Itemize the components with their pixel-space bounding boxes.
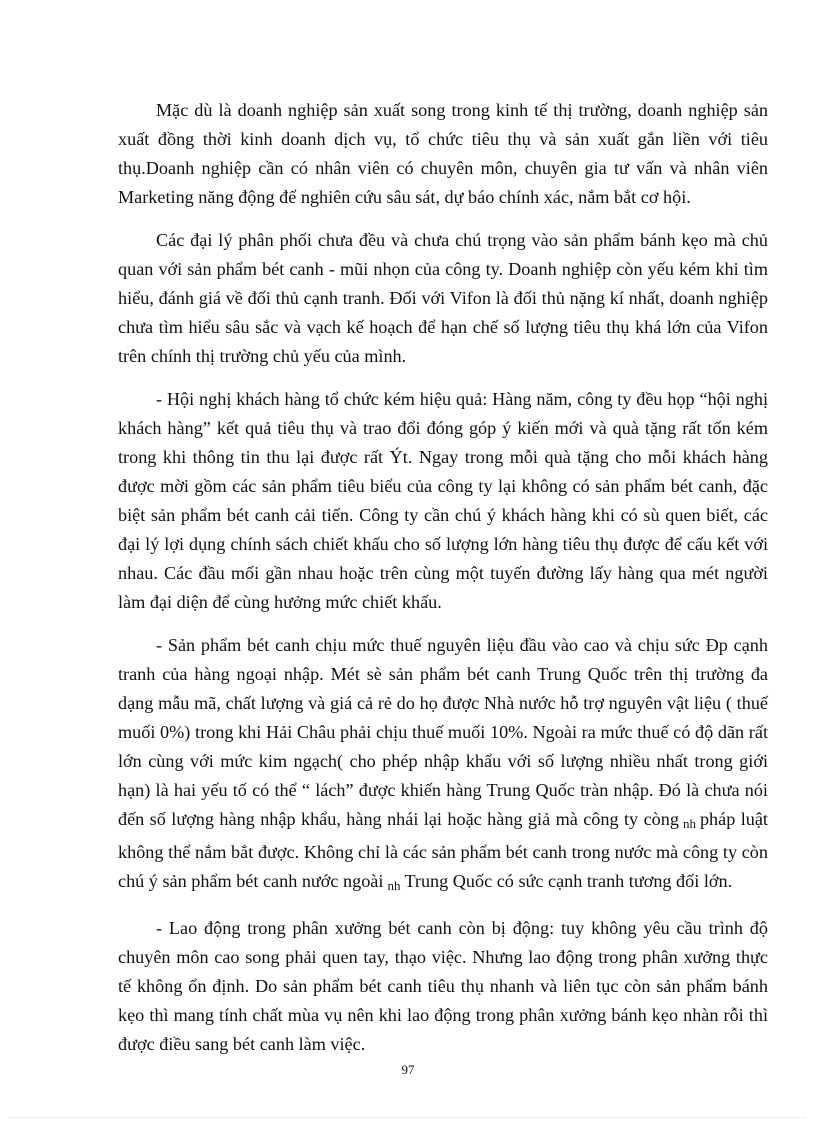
- paragraph-text: Trung Quốc có sức cạnh tranh tương đối lớn.: [404, 871, 733, 891]
- paragraph: Các đại lý phân phối chưa đều và chưa chú trọng vào sản phẩm bánh kẹo mà chủ quan với sản phẩm bét canh - mũi nhọn của công ty. Doanh nghiệp còn yếu kém khi tìm hiểu, đánh giá về đối thủ cạnh tranh. Đối với Vifon là đối thủ nặng kí nhất, doanh nghiệp chưa tìm hiểu sâu sắc và vạch kế hoạch để hạn chế số lượng tiêu thụ khá lớn của Vifon trên chính thị trường chủ yếu của mình.: [118, 230, 768, 366]
- page-bottom-divider: [10, 1117, 806, 1118]
- paragraph: - Lao động trong phân xưởng bét canh còn bị động: tuy không yêu cầu trình độ chuyên môn cao song phải quen tay, thạo việc. Nhưng lao động trong phân xưởng thực tế không ổn định. Do sản phẩm bét canh tiêu thụ nhanh và liên tục còn sản phẩm bánh kẹo thì mang tính chất mùa vụ nên khi lao động trong phân xưởng bánh kẹo nhàn rỗi thì được điều sang bét canh làm việc.: [118, 918, 768, 1054]
- paragraph-text: pháp luật không thể nắm bắt được. Không chỉ là các sản phẩm bét canh trong nước mà công ty còn chú ý sản phẩm bét canh nước ngoài: [118, 809, 768, 891]
- page-number: 97: [401, 1062, 415, 1077]
- paragraph: - Hội nghị khách hàng tổ chức kém hiệu quả: Hàng năm, công ty đều họp “hội nghị khách hàng” kết quả tiêu thụ và trao đổi đóng góp ý kiến mới và quà tặng rất tốn kém trong khi thông tin thu lại được rất Ýt. Ngay trong mỗi quà tặng cho mỗi khách hàng được mời gồm các sản phẩm tiêu biểu của công ty lại không có sản phẩm bét canh, đặc biệt sản phẩm bét canh cải tiến. Công ty cần chú ý khách hàng khi có sù quen biết, các đại lý lợi dụng chính sách chiết khấu cho số lượng lớn hàng tiêu thụ được để cấu kết với nhau. Các đầu mối gần nhau hoặc trên cùng một tuyến đường lấy hàng qua mét người làm đại diện để cùng hưởng mức chiết khấu.: [118, 389, 768, 612]
- inline-fragment: nh: [387, 878, 401, 893]
- paragraph: [118, 631, 768, 900]
- paragraph: Mặc dù là doanh nghiệp sản xuất song trong kinh tế thị trường, doanh nghiệp sản xuất đồng thời kinh doanh dịch vụ, tổ chức tiêu thụ và sản xuất gắn liền với tiêu thụ.Doanh nghiệp cần có nhân viên có chuyên môn, chuyên gia tư vấn và nhân viên Marketing năng động để nghiên cứu sâu sát, dự báo chính xác, nắm bắt cơ hội.: [118, 100, 768, 207]
- document-body: [118, 96, 768, 1073]
- paragraph-text: - Sản phẩm bét canh chịu mức thuế nguyên liệu đầu vào cao và chịu sức Ðp cạnh tranh của hàng ngoại nhập. Mét sè sản phẩm bét canh Trung Quốc trên thị trường đa dạng mẫu mã, chất lượng và giá cả rẻ do họ được Nhà nước hỗ trợ nguyên vật liệu ( thuế muối 0%) trong khi Hải Châu phải chịu thuế muối 10%. Ngoài ra mức thuế có độ dãn rất lớn cùng với mức kim ngạch( cho phép nhập khẩu với số lượng nhiều nhất trong giới hạn) là hai yếu tố có thể “ lách” được khiến hàng Trung Quốc tràn nhập. Đó là chưa nói đến số lượng hàng nhập khẩu, hàng nhái lại hoặc hàng giả mà công ty còng: [118, 635, 768, 829]
- inline-fragment: nh: [682, 816, 696, 831]
